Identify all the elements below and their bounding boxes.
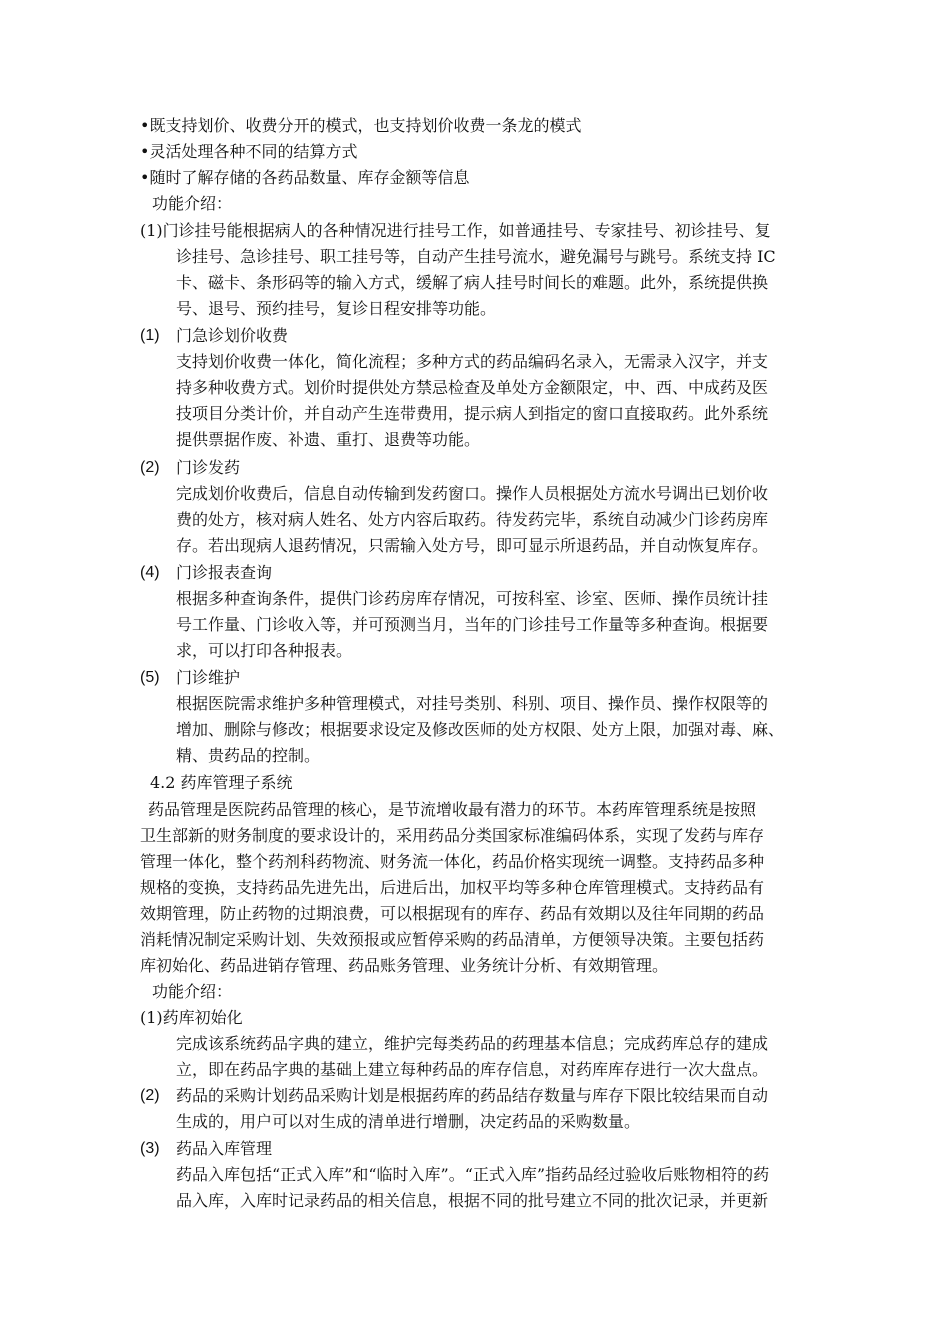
registration-line: 号、退号、预约挂号，复诊日程安排等功能。 <box>176 299 497 318</box>
item-body-line: 提供票据作废、补遗、重打、退费等功能。 <box>176 430 481 449</box>
item-title: 门诊发药 <box>176 458 241 477</box>
item-title: (1)药库初始化 <box>140 1008 243 1027</box>
item-body-line: 精、贵药品的控制。 <box>176 746 321 765</box>
section-paragraph-line: 药品管理是医院药品管理的核心，是节流增收最有潜力的环节。本药库管理系统是按照 <box>148 800 757 819</box>
section-heading: 4.2 药库管理子系统 <box>150 773 293 792</box>
item-number: (1) <box>140 327 160 344</box>
section-paragraph-line: 消耗情况制定采购计划、失效预报或应暂停采购的药品清单，方便领导决策。主要包括药 <box>140 930 765 949</box>
item-body-line: 完成划价收费后，信息自动传输到发药窗口。操作人员根据处方流水号调出已划价收 <box>176 484 769 503</box>
bullet-line: •灵活处理各种不同的结算方式 <box>140 142 358 161</box>
bullet-line: •既支持划价、收费分开的模式，也支持划价收费一条龙的模式 <box>140 116 582 135</box>
section-paragraph-line: 规格的变换，支持药品先进先出，后进后出，加权平均等多种仓库管理模式。支持药品有 <box>140 878 765 897</box>
item-number: (2) <box>140 459 160 476</box>
item-body-line: 根据医院需求维护多种管理模式，对挂号类别、科别、项目、操作员、操作权限等的 <box>176 694 769 713</box>
registration-line: (1)门诊挂号能根据病人的各种情况进行挂号工作，如普通挂号、专家挂号、初诊挂号、复 <box>140 221 771 240</box>
item-body-line: 费的处方，核对病人姓名、处方内容后取药。待发药完毕，系统自动减少门诊药房库 <box>176 510 769 529</box>
function-intro-heading: 功能介绍： <box>152 194 233 213</box>
item-body-line: 存。若出现病人退药情况，只需输入处方号，即可显示所退药品，并自动恢复库存。 <box>176 536 769 555</box>
item-body-line: 药品的采购计划药品采购计划是根据药库的药品结存数量与库存下限比较结果而自动 <box>176 1086 769 1105</box>
bullet-line: •随时了解存储的各药品数量、库存金额等信息 <box>140 168 470 187</box>
item-body-line: 支持划价收费一体化，简化流程；多种方式的药品编码名录入，无需录入汉字，并支 <box>176 352 769 371</box>
item-title: 门诊维护 <box>176 668 241 687</box>
item-body-line: 号工作量、门诊收入等，并可预测当月，当年的门诊挂号工作量等多种查询。根据要 <box>176 615 769 634</box>
item-body-line: 立，即在药品字典的基础上建立每种药品的库存信息，对药库库存进行一次大盘点。 <box>176 1060 769 1079</box>
registration-line: 诊挂号、急诊挂号、职工挂号等，自动产生挂号流水，避免漏号与跳号。系统支持 IC <box>176 247 776 266</box>
section-paragraph-line: 库初始化、药品进销存管理、药品账务管理、业务统计分析、有效期管理。 <box>140 956 669 975</box>
item-number: (5) <box>140 669 160 686</box>
section-paragraph-line: 效期管理，防止药物的过期浪费，可以根据现有的库存、药品有效期以及往年同期的药品 <box>140 904 765 923</box>
item-body-line: 药品入库包括“正式入库”和“临时入库”。“正式入库”指药品经过验收后账物相符的药 <box>176 1165 770 1184</box>
item-title: 门急诊划价收费 <box>176 326 289 345</box>
function-intro-heading: 功能介绍： <box>152 982 233 1001</box>
item-body-line: 完成该系统药品字典的建立，维护完每类药品的药理基本信息；完成药库总存的建成 <box>176 1034 769 1053</box>
registration-line: 卡、磁卡、条形码等的输入方式，缓解了病人挂号时间长的难题。此外，系统提供换 <box>176 273 769 292</box>
item-title: 门诊报表查询 <box>176 563 273 582</box>
item-body-line: 增加、删除与修改；根据要求设定及修改医师的处方权限、处方上限，加强对毒、麻、 <box>176 720 785 739</box>
item-body-line: 求，可以打印各种报表。 <box>176 641 353 660</box>
section-paragraph-line: 管理一体化，整个药剂科药物流、财务流一体化，药品价格实现统一调整。支持药品多种 <box>140 852 765 871</box>
item-body-line: 根据多种查询条件，提供门诊药房库存情况，可按科室、诊室、医师、操作员统计挂 <box>176 589 769 608</box>
item-body-line: 品入库，入库时记录药品的相关信息，根据不同的批号建立不同的批次记录，并更新 <box>176 1191 769 1210</box>
item-body-line: 持多种收费方式。划价时提供处方禁忌检查及单处方金额限定，中、西、中成药及医 <box>176 378 769 397</box>
item-number: (3) <box>140 1140 160 1157</box>
item-body-line: 技项目分类计价，并自动产生连带费用，提示病人到指定的窗口直接取药。此外系统 <box>176 404 769 423</box>
section-paragraph-line: 卫生部新的财务制度的要求设计的，采用药品分类国家标准编码体系，实现了发药与库存 <box>140 826 765 845</box>
item-body-line: 生成的，用户可以对生成的清单进行增删，决定药品的采购数量。 <box>176 1112 641 1131</box>
item-title: 药品入库管理 <box>176 1139 273 1158</box>
item-number: (2) <box>140 1087 160 1104</box>
item-number: (4) <box>140 564 160 581</box>
